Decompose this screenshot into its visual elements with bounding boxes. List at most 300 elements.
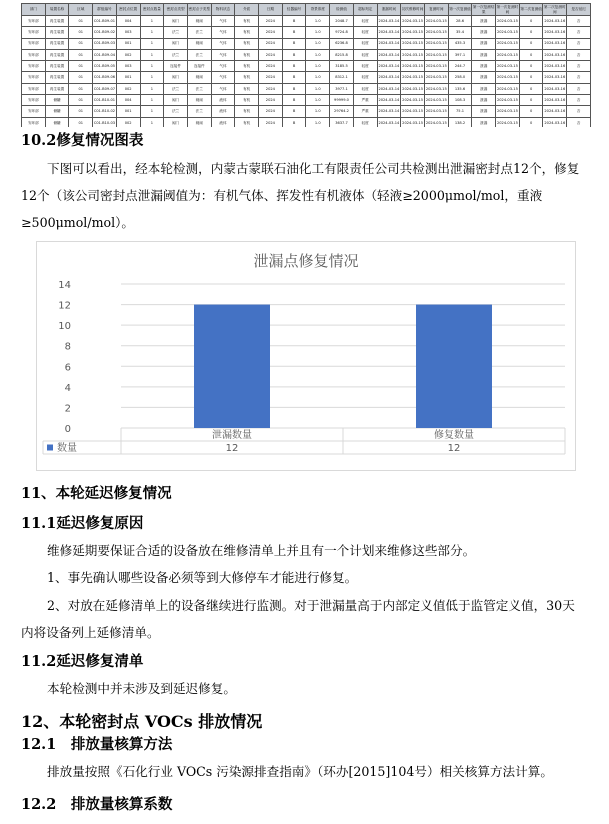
table-cell: 再生装置 bbox=[45, 83, 69, 94]
table-cell: 2024-03-14 bbox=[377, 72, 401, 83]
table-cell: 2024 bbox=[259, 72, 283, 83]
table-row bbox=[22, 117, 591, 127]
table-cell: 2024 bbox=[259, 16, 283, 27]
section-11-1-p1: 维修延期要保证合适的设备放在维修清单上并且有一个计划来维修这些部分。 bbox=[47, 543, 476, 558]
table-cell: B bbox=[282, 27, 306, 38]
table-cell: B bbox=[282, 38, 306, 49]
table-cell: 75.1 bbox=[448, 106, 472, 117]
table-cell: 2024 bbox=[259, 38, 283, 49]
table-cell: 否 bbox=[567, 27, 591, 38]
table-cell: B bbox=[282, 83, 306, 94]
table-cell: 0 bbox=[519, 106, 543, 117]
table-cell: 气体 bbox=[211, 16, 235, 27]
section-10-2-heading: 10.2修复情况图表 bbox=[21, 132, 144, 149]
table-cell: 2024-03-15 bbox=[401, 38, 425, 49]
table-cell: 泄漏 bbox=[472, 95, 496, 106]
table-cell: C01.B09-04 bbox=[93, 49, 117, 60]
table-cell: 29764.2 bbox=[330, 106, 354, 117]
table-cell: 2024-03-16 bbox=[543, 83, 567, 94]
table-cell: 397.1 bbox=[448, 49, 472, 60]
table-row bbox=[22, 106, 591, 117]
table-cell: 法兰 bbox=[164, 49, 188, 60]
table-cell: 0 bbox=[519, 61, 543, 72]
table-cell: 2024 bbox=[259, 61, 283, 72]
table-cell: C01.B09-02 bbox=[93, 27, 117, 38]
table-cell: 法兰 bbox=[164, 83, 188, 94]
table-cell: 2024-03-15 bbox=[401, 83, 425, 94]
y-tick-label: 12 bbox=[58, 300, 71, 312]
table-cell: 2024-03-15 bbox=[496, 27, 520, 38]
section-10-2-paragraph: 下图可以看出，经本轮检测，内蒙古蒙联石油化工有限责任公司共检测出泄漏密封点12个，修复12个（该公司密封点泄漏阈值为：有机气体、挥发性有机液体（轻液≥2000μmol/mol，重液≥500μmol/mol）。 bbox=[21, 161, 580, 230]
repair-chart bbox=[36, 241, 576, 471]
table-cell: 泄漏 bbox=[472, 117, 496, 127]
table-row bbox=[22, 27, 591, 38]
table-cell: 0 bbox=[519, 27, 543, 38]
table-cell: 有机 bbox=[235, 49, 259, 60]
table-cell: 2024-03-15 bbox=[496, 16, 520, 27]
table-cell: 01 bbox=[69, 49, 93, 60]
table-cell: 1 bbox=[140, 106, 164, 117]
leak-detail-table bbox=[21, 3, 591, 127]
table-cell: 2024 bbox=[259, 27, 283, 38]
table-cell: 2024-03-15 bbox=[424, 117, 448, 127]
table-cell: 有机 bbox=[235, 72, 259, 83]
table-cell: 2024-03-16 bbox=[543, 38, 567, 49]
table-cell: 01 bbox=[69, 16, 93, 27]
table-cell: 2024-03-15 bbox=[401, 117, 425, 127]
table-cell: 泄漏 bbox=[472, 106, 496, 117]
table-cell: 轻度 bbox=[353, 49, 377, 60]
table-header-cell: 部门 bbox=[22, 4, 46, 16]
table-cell: 2024-03-14 bbox=[377, 16, 401, 27]
table-cell: 2024-03-16 bbox=[543, 61, 567, 72]
table-cell: 2024-03-14 bbox=[377, 106, 401, 117]
table-cell: 2024-03-16 bbox=[543, 27, 567, 38]
table-cell: 258.0 bbox=[448, 72, 472, 83]
table-cell: 1.0 bbox=[306, 38, 330, 49]
table-cell: 闸阀 bbox=[187, 72, 211, 83]
table-cell: 6236.8 bbox=[330, 38, 354, 49]
section-12-1-p1: 排放量按照《石化行业 VOCs 污染源排查指南》（环办[2015]104号）相关核算方法计算。 bbox=[47, 764, 553, 779]
table-cell: 3185.5 bbox=[330, 61, 354, 72]
table-header-cell: 第二次复测值 bbox=[519, 4, 543, 16]
table-cell: 1 bbox=[140, 72, 164, 83]
table-cell: 2024-03-15 bbox=[424, 61, 448, 72]
table-cell: C01.B09-07 bbox=[93, 83, 117, 94]
y-tick-label: 2 bbox=[64, 403, 71, 415]
table-row bbox=[22, 72, 591, 83]
table-cell: 气体 bbox=[211, 83, 235, 94]
table-header-cell: 第一次复测结果 bbox=[472, 4, 495, 14]
table-cell: 2024-03-16 bbox=[543, 117, 567, 127]
table-cell: 安环部 bbox=[22, 16, 46, 27]
table-cell: 否 bbox=[567, 72, 591, 83]
table-cell: 2024 bbox=[259, 117, 283, 127]
table-cell: 2024 bbox=[259, 49, 283, 60]
table-header-cell: 密封点类型 bbox=[164, 4, 188, 16]
table-cell: 再生装置 bbox=[45, 27, 69, 38]
table-row bbox=[22, 16, 591, 27]
table-cell: 0 bbox=[519, 117, 543, 127]
table-cell: C01.B09-06 bbox=[93, 72, 117, 83]
table-cell: 泄漏 bbox=[472, 83, 496, 94]
table-cell: 2024-03-14 bbox=[377, 27, 401, 38]
table-cell: 轻度 bbox=[353, 83, 377, 94]
table-cell: 连接件 bbox=[187, 61, 211, 72]
section-12-2-heading: 12.2 排放量核算系数 bbox=[21, 796, 173, 813]
table-header-cell: 介质 bbox=[235, 4, 259, 16]
table-cell: 液体 bbox=[211, 106, 235, 117]
table-cell: 安环部 bbox=[22, 61, 46, 72]
table-cell: 01 bbox=[69, 72, 93, 83]
table-cell: 法兰 bbox=[187, 106, 211, 117]
table-cell: 阀门 bbox=[164, 117, 188, 127]
y-tick-label: 6 bbox=[64, 362, 71, 374]
table-cell: 再生装置 bbox=[45, 61, 69, 72]
table-cell: 法兰 bbox=[187, 83, 211, 94]
table-cell: 阀门 bbox=[164, 38, 188, 49]
table-cell: 储罐 bbox=[45, 117, 69, 127]
table-cell: 否 bbox=[567, 61, 591, 72]
table-cell: 2024-03-15 bbox=[424, 72, 448, 83]
table-row bbox=[22, 95, 591, 106]
table-cell: 2024-03-15 bbox=[424, 16, 448, 27]
table-cell: 气体 bbox=[211, 38, 235, 49]
y-tick-label: 8 bbox=[64, 341, 71, 353]
table-cell: 闸阀 bbox=[187, 95, 211, 106]
table-cell: 安环部 bbox=[22, 27, 46, 38]
table-cell: 2024-03-16 bbox=[543, 72, 567, 83]
table-cell: 有机 bbox=[235, 117, 259, 127]
table-cell: 安环部 bbox=[22, 72, 46, 83]
table-cell: 闸阀 bbox=[187, 16, 211, 27]
table-cell: 2024-03-16 bbox=[543, 95, 567, 106]
table-cell: 002 bbox=[116, 117, 140, 127]
table-cell: 002 bbox=[116, 49, 140, 60]
table-cell: 气体 bbox=[211, 27, 235, 38]
table-cell: 01 bbox=[69, 106, 93, 117]
table-cell: 0 bbox=[519, 38, 543, 49]
table-header-cell: 检测值 bbox=[330, 4, 354, 16]
table-cell: 安环部 bbox=[22, 83, 46, 94]
table-cell: 再生装置 bbox=[45, 49, 69, 60]
table-cell: 2024-03-15 bbox=[401, 61, 425, 72]
table-cell: 2024-03-15 bbox=[424, 27, 448, 38]
table-cell: 35.4 bbox=[448, 27, 472, 38]
table-cell: 2024-03-16 bbox=[543, 49, 567, 60]
section-11-1-heading: 11.1延迟修复原因 bbox=[21, 515, 144, 532]
table-header-cell: 密封点位置 bbox=[116, 4, 140, 16]
table-header-cell: 是否延迟 bbox=[567, 4, 591, 16]
table-cell: 再生装置 bbox=[45, 38, 69, 49]
table-cell: 1 bbox=[140, 38, 164, 49]
table-cell: 2024-03-14 bbox=[377, 83, 401, 94]
table-cell: 有机 bbox=[235, 83, 259, 94]
table-cell: 3637.7 bbox=[330, 117, 354, 127]
table-cell: 28.6 bbox=[448, 16, 472, 27]
table-cell: 1.0 bbox=[306, 106, 330, 117]
table-cell: 否 bbox=[567, 117, 591, 127]
table-cell: 1 bbox=[140, 117, 164, 127]
table-cell: 108.3 bbox=[448, 95, 472, 106]
table-cell: 有机 bbox=[235, 16, 259, 27]
chart-plot bbox=[37, 242, 575, 470]
table-cell: 阀门 bbox=[164, 16, 188, 27]
table-cell: 否 bbox=[567, 16, 591, 27]
table-cell: 0 bbox=[519, 83, 543, 94]
table-cell: 气体 bbox=[211, 49, 235, 60]
table-cell: 2024-03-15 bbox=[496, 83, 520, 94]
table-cell: 135.6 bbox=[448, 83, 472, 94]
table-cell: 2024 bbox=[259, 106, 283, 117]
table-cell: 泄漏 bbox=[472, 38, 496, 49]
table-cell: 阀门 bbox=[164, 95, 188, 106]
table-cell: 2024-03-15 bbox=[424, 49, 448, 60]
table-cell: 有机 bbox=[235, 38, 259, 49]
table-cell: 8312.1 bbox=[330, 72, 354, 83]
table-row bbox=[22, 61, 591, 72]
table-cell: 001 bbox=[116, 106, 140, 117]
table-cell: 安环部 bbox=[22, 38, 46, 49]
table-cell: 否 bbox=[567, 49, 591, 60]
table-header-cell: 密封点数量 bbox=[140, 4, 164, 16]
table-cell: 轻度 bbox=[353, 117, 377, 127]
table-cell: C01.B10-02 bbox=[93, 106, 117, 117]
table-header-cell: 物料状态 bbox=[211, 4, 235, 16]
table-cell: 轻度 bbox=[353, 27, 377, 38]
legend-label: 数量 bbox=[57, 443, 77, 454]
table-cell: 244.7 bbox=[448, 61, 472, 72]
table-cell: 2024 bbox=[259, 95, 283, 106]
table-cell: 0 bbox=[519, 49, 543, 60]
y-tick-label: 14 bbox=[58, 280, 71, 291]
table-cell: 否 bbox=[567, 95, 591, 106]
table-cell: 2024-03-14 bbox=[377, 49, 401, 60]
table-cell: 2024-03-14 bbox=[377, 38, 401, 49]
table-header-cell: 第二次复测时间 bbox=[544, 4, 566, 14]
table-cell: 有机 bbox=[235, 27, 259, 38]
table-cell: 法兰 bbox=[187, 49, 211, 60]
table-cell: 再生装置 bbox=[45, 72, 69, 83]
table-cell: B bbox=[282, 95, 306, 106]
legend-key bbox=[47, 445, 53, 451]
table-cell: 1.0 bbox=[306, 72, 330, 83]
table-cell: 严重 bbox=[353, 95, 377, 106]
table-cell: 01 bbox=[69, 27, 93, 38]
y-tick-label: 4 bbox=[64, 382, 71, 394]
table-cell: 0 bbox=[519, 16, 543, 27]
table-cell: 2024 bbox=[259, 83, 283, 94]
table-header-cell: 复测时间 bbox=[424, 4, 448, 16]
table-cell: 液体 bbox=[211, 117, 235, 127]
section-11-1-p2: 1、事先确认哪些设备必须等到大修停车才能进行修复。 bbox=[47, 570, 358, 585]
table-cell: 002 bbox=[116, 83, 140, 94]
table-cell: B bbox=[282, 61, 306, 72]
table-cell: 01 bbox=[69, 61, 93, 72]
table-cell: 2024-03-14 bbox=[377, 95, 401, 106]
table-header-cell: 密封点子类型 bbox=[187, 4, 211, 16]
table-cell: 法兰 bbox=[164, 106, 188, 117]
table-cell: 气体 bbox=[211, 72, 235, 83]
table-cell: 法兰 bbox=[164, 27, 188, 38]
table-cell: 泄漏 bbox=[472, 49, 496, 60]
table-cell: 001 bbox=[116, 38, 140, 49]
table-cell: 138.2 bbox=[448, 117, 472, 127]
table-cell: 2024-03-15 bbox=[424, 83, 448, 94]
table-cell: 003 bbox=[116, 27, 140, 38]
table-header-cell: 区域 bbox=[69, 4, 93, 16]
table-cell: 2024-03-15 bbox=[496, 38, 520, 49]
table-cell: 01 bbox=[69, 83, 93, 94]
section-12-heading: 12、本轮密封点 VOCs 排放情况 bbox=[21, 712, 263, 731]
table-cell: 01 bbox=[69, 117, 93, 127]
table-cell: 1.0 bbox=[306, 95, 330, 106]
table-cell: 1 bbox=[140, 49, 164, 60]
table-cell: 泄漏 bbox=[472, 16, 496, 27]
table-cell: B bbox=[282, 16, 306, 27]
table-cell: 3977.1 bbox=[330, 83, 354, 94]
table-cell: 2024-03-15 bbox=[401, 72, 425, 83]
table-cell: 1 bbox=[140, 83, 164, 94]
table-cell: 1.0 bbox=[306, 117, 330, 127]
table-cell: 安环部 bbox=[22, 117, 46, 127]
section-11-1-p3: 2、对放在延修清单上的设备继续进行监测。对于泄漏量高于内部定义值低于监管定义值，30天内将设备列上延修清单。 bbox=[21, 598, 575, 640]
table-cell: 2024-03-14 bbox=[377, 61, 401, 72]
table-cell: B bbox=[282, 72, 306, 83]
table-cell: 有机 bbox=[235, 61, 259, 72]
table-cell: 安环部 bbox=[22, 95, 46, 106]
table-cell: 01 bbox=[69, 95, 93, 106]
table-cell: 2024-03-15 bbox=[496, 95, 520, 106]
table-cell: 泄漏 bbox=[472, 27, 496, 38]
table-cell: 2024-03-16 bbox=[543, 106, 567, 117]
y-tick-label: 10 bbox=[58, 321, 71, 333]
chart-title: 泄漏点修复情况 bbox=[253, 252, 359, 270]
table-cell: B bbox=[282, 117, 306, 127]
section-11-heading: 11、本轮延迟修复情况 bbox=[21, 485, 172, 502]
table-cell: 1.0 bbox=[306, 16, 330, 27]
table-header-cell: 背景浓度 bbox=[306, 4, 330, 16]
table-cell: 2048.7 bbox=[330, 16, 354, 27]
table-header-cell: 群组编号 bbox=[93, 4, 117, 16]
table-cell: 8215.8 bbox=[330, 49, 354, 60]
table-cell: 安环部 bbox=[22, 49, 46, 60]
data-table-value: 12 bbox=[447, 443, 461, 454]
table-cell: 否 bbox=[567, 38, 591, 49]
table-cell: 2024-03-15 bbox=[424, 95, 448, 106]
table-cell: 储罐 bbox=[45, 95, 69, 106]
section-11-2-heading: 11.2延迟修复清单 bbox=[21, 653, 144, 670]
table-header-row bbox=[22, 4, 591, 16]
y-tick-label: 0 bbox=[64, 424, 71, 435]
table-cell: C01.B10-01 bbox=[93, 95, 117, 106]
data-table-value: 12 bbox=[225, 443, 239, 454]
category-label: 修复数量 bbox=[434, 430, 474, 441]
table-header-cell: 第一次复测值 bbox=[448, 4, 472, 16]
table-cell: C01.B09-05 bbox=[93, 61, 117, 72]
table-cell: 气体 bbox=[211, 61, 235, 72]
table-row bbox=[22, 38, 591, 49]
table-cell: 0 bbox=[519, 95, 543, 106]
table-cell: 液体 bbox=[211, 95, 235, 106]
table-cell: 2024-03-15 bbox=[401, 27, 425, 38]
table-cell: 1.0 bbox=[306, 27, 330, 38]
table-cell: B bbox=[282, 49, 306, 60]
table-row bbox=[22, 83, 591, 94]
section-11-2-p1: 本轮检测中并未涉及到延迟修复。 bbox=[47, 681, 236, 696]
table-cell: 2024-03-15 bbox=[496, 61, 520, 72]
table-cell: 轻度 bbox=[353, 38, 377, 49]
table-cell: 闸阀 bbox=[187, 38, 211, 49]
table-cell: 2024-03-15 bbox=[401, 16, 425, 27]
table-cell: 2024-03-15 bbox=[496, 106, 520, 117]
table-cell: 有机 bbox=[235, 106, 259, 117]
table-cell: 安环部 bbox=[22, 106, 46, 117]
table-cell: 有机 bbox=[235, 95, 259, 106]
table-cell: 连接件 bbox=[164, 61, 188, 72]
table-cell: 9724.8 bbox=[330, 27, 354, 38]
bar-1 bbox=[194, 305, 270, 428]
table-cell: 轻度 bbox=[353, 61, 377, 72]
table-cell: 泄漏 bbox=[472, 72, 496, 83]
table-header-cell: 装置名称 bbox=[45, 4, 69, 16]
table-cell: 再生装置 bbox=[45, 16, 69, 27]
table-header-cell: 初次维修时间 bbox=[401, 4, 425, 16]
table-cell: 99999.0 bbox=[330, 95, 354, 106]
table-cell: 泄漏 bbox=[472, 61, 496, 72]
table-cell: 004 bbox=[116, 95, 140, 106]
table-cell: 01 bbox=[69, 38, 93, 49]
table-cell: 严重 bbox=[353, 106, 377, 117]
table-cell: C01.B09-01 bbox=[93, 16, 117, 27]
table-cell: 2024-03-15 bbox=[496, 49, 520, 60]
table-header-cell: 日期 bbox=[259, 4, 283, 16]
table-cell: 否 bbox=[567, 106, 591, 117]
table-cell: 0 bbox=[519, 72, 543, 83]
bar-2 bbox=[416, 305, 492, 428]
table-cell: 2024-03-14 bbox=[377, 117, 401, 127]
table-cell: 2024-03-15 bbox=[401, 95, 425, 106]
table-header-cell: 泄漏时间 bbox=[377, 4, 401, 16]
table-cell: C01.B10-03 bbox=[93, 117, 117, 127]
table-cell: 否 bbox=[567, 83, 591, 94]
table-cell: 004 bbox=[116, 16, 140, 27]
table-header-cell: 超标判定 bbox=[353, 4, 377, 16]
table-cell: 法兰 bbox=[187, 27, 211, 38]
table-cell: 1 bbox=[140, 27, 164, 38]
table-cell: 1 bbox=[140, 95, 164, 106]
table-cell: 1.0 bbox=[306, 61, 330, 72]
table-cell: 2024-03-15 bbox=[424, 38, 448, 49]
table-cell: 435.3 bbox=[448, 38, 472, 49]
table-cell: 闸阀 bbox=[187, 117, 211, 127]
table-cell: 1.0 bbox=[306, 49, 330, 60]
table-cell: 2024-03-15 bbox=[496, 72, 520, 83]
table-cell: 2024-03-15 bbox=[401, 49, 425, 60]
table-cell: 003 bbox=[116, 61, 140, 72]
table-header-cell: 第一次复测时间 bbox=[496, 4, 519, 14]
table-cell: 1 bbox=[140, 61, 164, 72]
table-header-cell: 仪器编号 bbox=[282, 4, 306, 16]
table-cell: 2024-03-15 bbox=[401, 106, 425, 117]
table-cell: 2024-03-15 bbox=[424, 106, 448, 117]
section-12-1-heading: 12.1 排放量核算方法 bbox=[21, 736, 173, 753]
table-cell: 2024-03-15 bbox=[496, 117, 520, 127]
table-cell: 1.0 bbox=[306, 83, 330, 94]
table-cell: 储罐 bbox=[45, 106, 69, 117]
table-cell: 轻度 bbox=[353, 72, 377, 83]
table-cell: B bbox=[282, 106, 306, 117]
